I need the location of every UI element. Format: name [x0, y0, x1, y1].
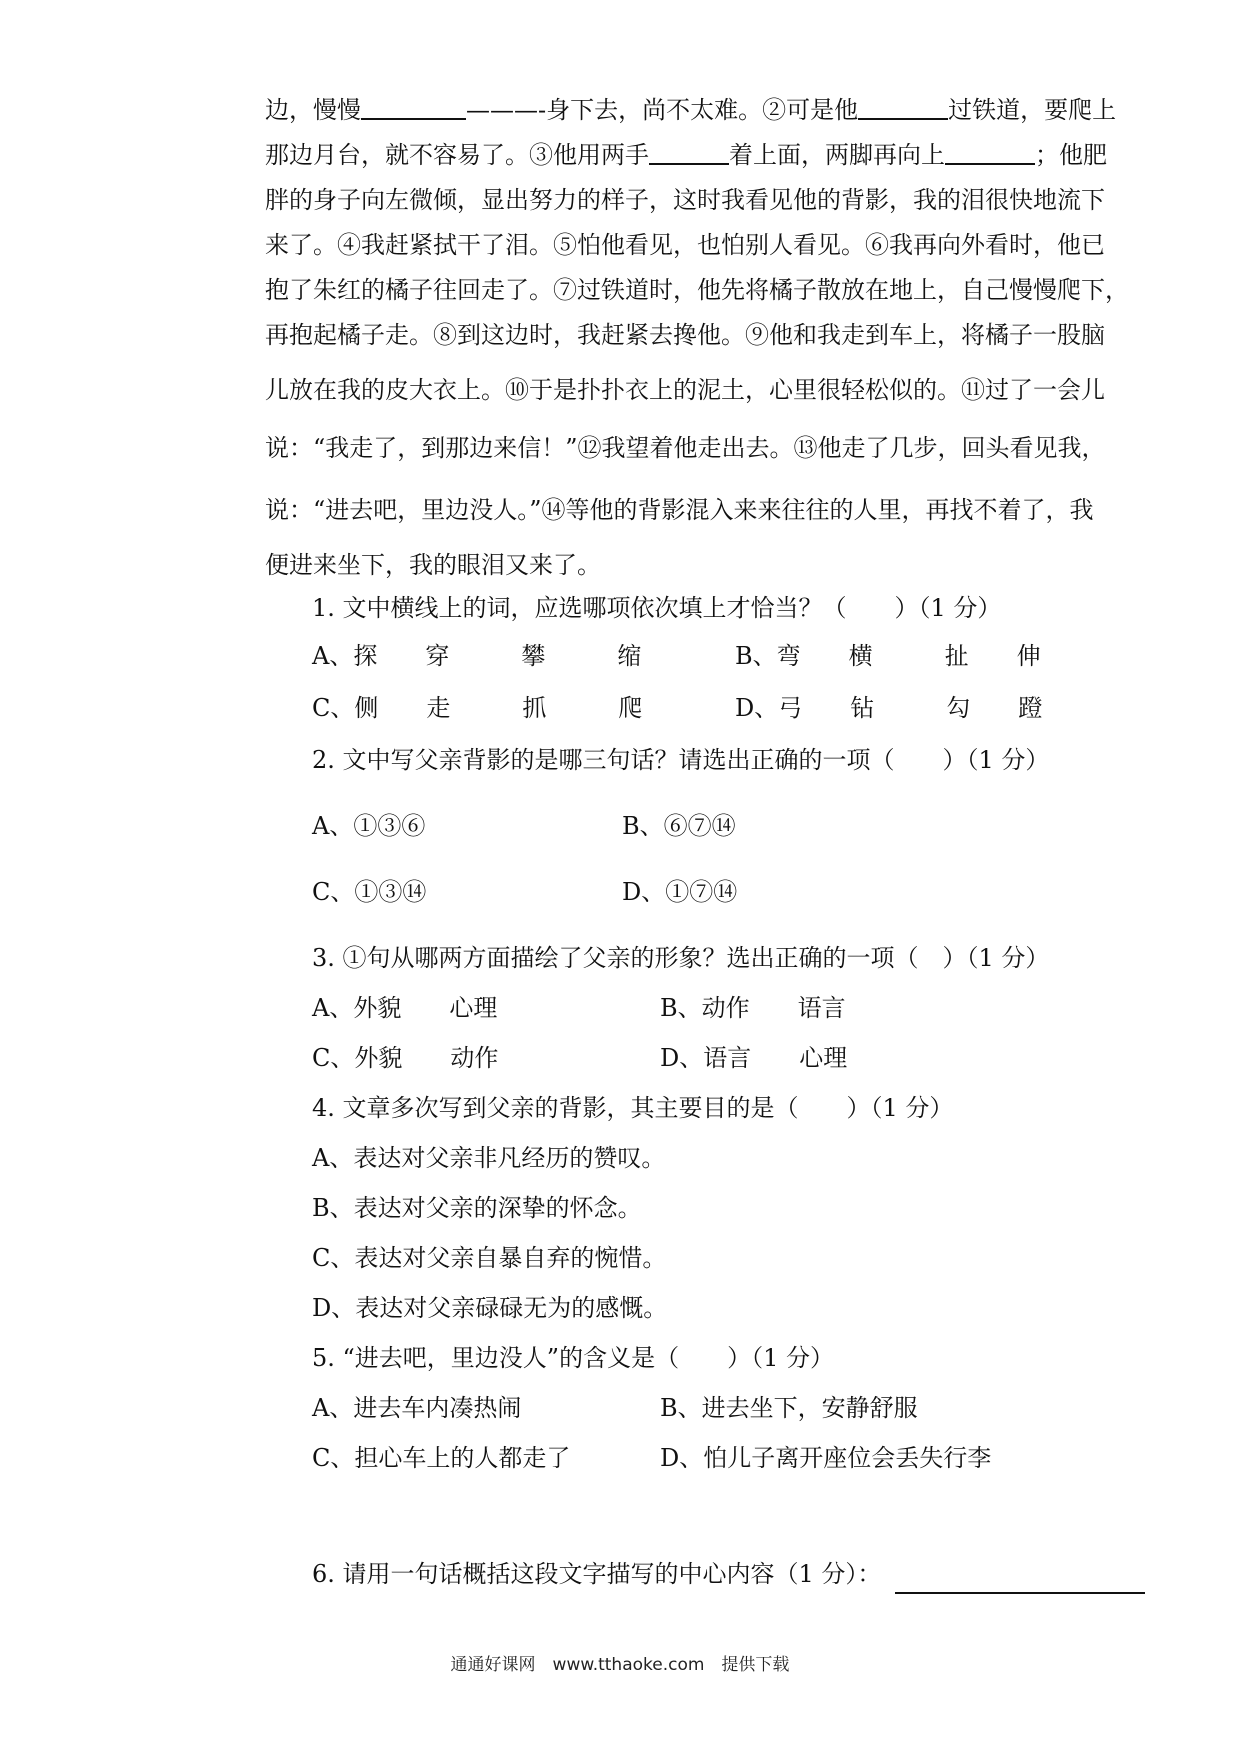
q6-answer-line[interactable]	[895, 1590, 1145, 1594]
q5-option-a[interactable]: A、进去车内凑热闹	[312, 1394, 522, 1422]
q1-option-c[interactable]: C、侧 走 抓 爬	[312, 694, 643, 722]
question-6: 6. 请用一句话概括这段文字描写的中心内容（1 分）：	[312, 1560, 882, 1588]
passage-line-5: 抱了朱红的橘子往回走了。⑦过铁道时，他先将橘子散放在地上，自己慢慢爬下，	[265, 276, 1129, 304]
q5-option-d[interactable]: D、怕儿子离开座位会丢失行李	[660, 1444, 992, 1472]
q4-option-c[interactable]: C、表达对父亲自暴自弃的惋惜。	[312, 1244, 667, 1272]
q2-option-c[interactable]: C、①③⑭	[312, 878, 427, 906]
passage-line-3: 胖的身子向左微倾，显出努力的样子，这时我看见他的背影，我的泪很快地流下	[265, 186, 1105, 214]
passage-line-6: 再抱起橘子走。⑧到这边时，我赶紧去搀他。⑨他和我走到车上，将橘子一股脑	[265, 321, 1105, 349]
q1-option-d[interactable]: D、弓 钻 勾 蹬	[735, 694, 1043, 722]
question-3: 3. ①句从哪两方面描绘了父亲的形象？选出正确的一项（ ）（1 分）	[312, 944, 1050, 972]
question-4: 4. 文章多次写到父亲的背影，其主要目的是（ ）（1 分）	[312, 1094, 954, 1122]
fill-blank-1[interactable]	[361, 96, 466, 120]
passage-text: 着上面，两脚再向上	[729, 141, 945, 169]
q1-option-b[interactable]: B、弯 横 扯 伸	[735, 642, 1041, 670]
q4-option-b[interactable]: B、表达对父亲的深挚的怀念。	[312, 1194, 642, 1222]
q5-option-c[interactable]: C、担心车上的人都走了	[312, 1444, 571, 1472]
question-1: 1. 文中横线上的词，应选哪项依次填上才恰当？（ ）（1 分）	[312, 594, 1002, 622]
passage-line-9: 说：“进去吧，里边没人。”⑭等他的背影混入来来往往的人里，再找不着了，我	[265, 496, 1094, 524]
q3-option-a[interactable]: A、外貌 心理	[312, 994, 498, 1022]
q4-option-d[interactable]: D、表达对父亲碌碌无为的感慨。	[312, 1294, 668, 1322]
q2-option-a[interactable]: A、①③⑥	[312, 812, 426, 840]
passage-line-7: 儿放在我的皮大衣上。⑩于是扑扑衣上的泥土，心里很轻松似的。⑪过了一会儿	[265, 376, 1105, 404]
q3-option-b[interactable]: B、动作 语言	[660, 994, 846, 1022]
passage-line-4: 来了。④我赶紧拭干了泪。⑤怕他看见，也怕别人看见。⑥我再向外看时，他已	[265, 231, 1105, 259]
passage-text: ———-身下去，尚不太难。②可是他	[466, 96, 859, 124]
passage-line-8: 说：“我走了，到那边来信！”⑫我望着他走出去。⑬他走了几步，回头看见我，	[265, 434, 1106, 462]
q2-option-b[interactable]: B、⑥⑦⑭	[622, 812, 736, 840]
page-footer: 通通好课网 www.tthaoke.com 提供下载	[450, 1655, 790, 1675]
q3-option-c[interactable]: C、外貌 动作	[312, 1044, 499, 1072]
passage-text: 过铁道，要爬上	[948, 96, 1117, 124]
passage-line-1	[265, 90, 1116, 125]
q3-option-d[interactable]: D、语言 心理	[660, 1044, 848, 1072]
fill-blank-4[interactable]	[945, 141, 1035, 165]
fill-blank-3[interactable]	[649, 141, 729, 165]
passage-text: ；他肥	[1035, 141, 1107, 169]
q1-option-a[interactable]: A、探 穿 攀 缩	[312, 642, 642, 670]
passage-line-2	[265, 135, 1107, 170]
q2-option-d[interactable]: D、①⑦⑭	[622, 878, 738, 906]
passage-text: 边，慢慢	[265, 96, 361, 124]
passage-text: 那边月台，就不容易了。③他用两手	[265, 141, 649, 169]
question-2: 2. 文中写父亲背影的是哪三句话？请选出正确的一项（ ）（1 分）	[312, 746, 1050, 774]
passage-line-10: 便进来坐下，我的眼泪又来了。	[265, 551, 601, 579]
q4-option-a[interactable]: A、表达对父亲非凡经历的赞叹。	[312, 1144, 666, 1172]
q5-option-b[interactable]: B、进去坐下，安静舒服	[660, 1394, 918, 1422]
fill-blank-2[interactable]	[858, 96, 948, 120]
question-5: 5. “进去吧，里边没人”的含义是（ ）（1 分）	[312, 1344, 834, 1372]
